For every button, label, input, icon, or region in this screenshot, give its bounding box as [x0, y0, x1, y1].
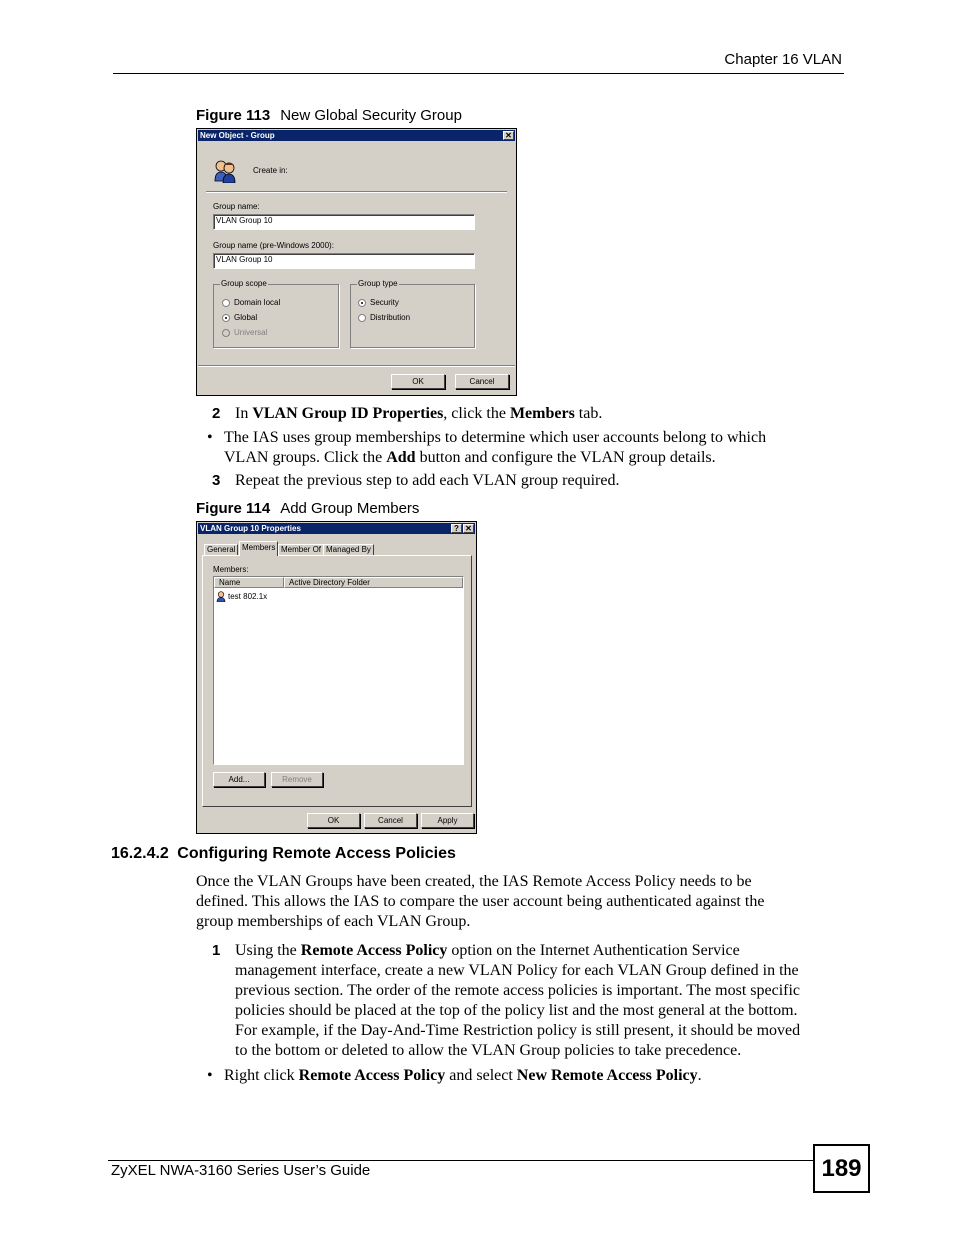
radio-global[interactable] [222, 314, 230, 322]
figure-label: Figure 114 [196, 500, 271, 517]
bullet-text: Right click Remote Access Policy and select New Remote Access Policy. [224, 1067, 702, 1084]
separator [206, 191, 507, 193]
bullet-right-click [207, 1066, 702, 1086]
paragraph-line: defined. This allows the IAS to compare the user account being authenticated against the [196, 893, 765, 910]
members-label: Members: [213, 565, 249, 574]
radio-universal [222, 329, 230, 337]
radio-universal-label: Universal [234, 328, 268, 337]
footer-rule [108, 1160, 814, 1161]
page-number: 189 [813, 1144, 870, 1193]
group-name-label: Group name: [213, 202, 260, 211]
step-line: policies should be placed at the top of the policy list and the most general at the bottom. [235, 1002, 798, 1019]
cancel-button[interactable]: Cancel [364, 813, 417, 828]
step-1 [212, 941, 801, 1059]
header-rule [113, 73, 844, 74]
group-type-title: Group type [358, 279, 398, 288]
section-heading [111, 845, 456, 863]
bullet-ias-memberships [207, 428, 767, 466]
radio-domain-local[interactable] [222, 299, 230, 307]
members-list[interactable] [213, 576, 464, 765]
section-title: Configuring Remote Access Policies [177, 845, 456, 862]
footer-guide-title: ZyXEL NWA-3160 Series User’s Guide [111, 1162, 371, 1179]
step-line: to the bottom or deleted to allow the VLAN Group policies to take precedence. [235, 1042, 742, 1059]
group-scope-title: Group scope [221, 279, 267, 288]
bullet-glyph: • [207, 1067, 213, 1084]
ok-button[interactable]: OK [307, 813, 360, 828]
group-name-pre2000-label: Group name (pre-Windows 2000): [213, 241, 334, 250]
step-line: previous section. The order of the remote access policies is important. The most specific [235, 982, 801, 999]
group-name-pre2000-input[interactable]: VLAN Group 10 [213, 253, 475, 269]
column-header-name[interactable]: Name [214, 577, 284, 588]
dialog-titlebar [198, 130, 515, 141]
section-number: 16.2.4.2 [111, 845, 169, 862]
radio-global-label: Global [234, 313, 258, 322]
user-icon [216, 591, 226, 602]
close-icon[interactable]: ✕ [503, 131, 514, 140]
ok-button[interactable]: OK [391, 374, 445, 389]
figure-114-caption [196, 500, 419, 517]
member-name: test 802.1x [228, 592, 268, 601]
tab-managed-by[interactable]: Managed By [323, 544, 374, 555]
step-line: management interface, create a new VLAN Policy for each VLAN Group defined in the [235, 962, 799, 979]
tab-members[interactable]: Members [239, 541, 278, 556]
step-line: For example, if the Day-And-Time Restriction policy is still present, it should be moved [235, 1022, 801, 1039]
step-line: Using the Remote Access Policy option on the Internet Authentication Service [235, 942, 740, 959]
group-icon [213, 159, 237, 183]
vlan-group-properties-dialog [196, 521, 477, 834]
separator [198, 365, 515, 367]
bullet-glyph: • [207, 429, 213, 446]
column-header-folder[interactable]: Active Directory Folder [284, 577, 463, 588]
bullet-line-1: The IAS uses group memberships to determine which user accounts belong to which [224, 429, 767, 446]
radio-security-label: Security [370, 298, 399, 307]
add-button[interactable]: Add... [213, 772, 265, 787]
apply-button[interactable]: Apply [421, 813, 474, 828]
paragraph-line: group memberships of each VLAN Group. [196, 913, 471, 930]
group-type-box [350, 279, 475, 348]
tab-member-of[interactable]: Member Of [278, 544, 324, 555]
close-icon[interactable]: ✕ [463, 524, 474, 533]
figure-113-caption [196, 107, 462, 124]
create-in-label: Create in: [253, 166, 288, 175]
new-object-group-dialog [196, 128, 517, 396]
step-text: Repeat the previous step to add each VLAN group required. [235, 472, 620, 489]
figure-title: Add Group Members [280, 500, 420, 517]
radio-distribution[interactable] [358, 314, 366, 322]
step-number: 1 [212, 942, 221, 959]
radio-distribution-label: Distribution [370, 313, 411, 322]
radio-domain-local-label: Domain local [234, 298, 281, 307]
step-2 [212, 404, 603, 424]
chapter-header: Chapter 16 VLAN [724, 51, 842, 68]
step-text [235, 941, 800, 1061]
group-name-input[interactable]: VLAN Group 10 [213, 214, 475, 230]
cancel-button[interactable]: Cancel [455, 374, 509, 389]
figure-label: Figure 113 [196, 107, 271, 124]
bullet-line-2: VLAN groups. Click the Add button and configure the VLAN group details. [224, 449, 716, 466]
step-number: 3 [212, 472, 221, 489]
step-text: In VLAN Group ID Properties, click the Members tab. [235, 405, 603, 422]
figure-title: New Global Security Group [280, 107, 462, 124]
paragraph-line: Once the VLAN Groups have been created, the IAS Remote Access Policy needs to be [196, 873, 752, 890]
step-3 [212, 471, 620, 491]
dialog-title: New Object - Group [200, 131, 275, 140]
dialog-titlebar [198, 523, 475, 534]
dialog-title: VLAN Group 10 Properties [200, 524, 301, 533]
group-scope-box [213, 279, 339, 348]
help-icon[interactable]: ? [451, 524, 462, 533]
radio-security[interactable] [358, 299, 366, 307]
tab-general[interactable]: General [204, 544, 238, 555]
section-paragraph [196, 872, 764, 932]
step-number: 2 [212, 405, 221, 422]
remove-button: Remove [271, 772, 323, 787]
